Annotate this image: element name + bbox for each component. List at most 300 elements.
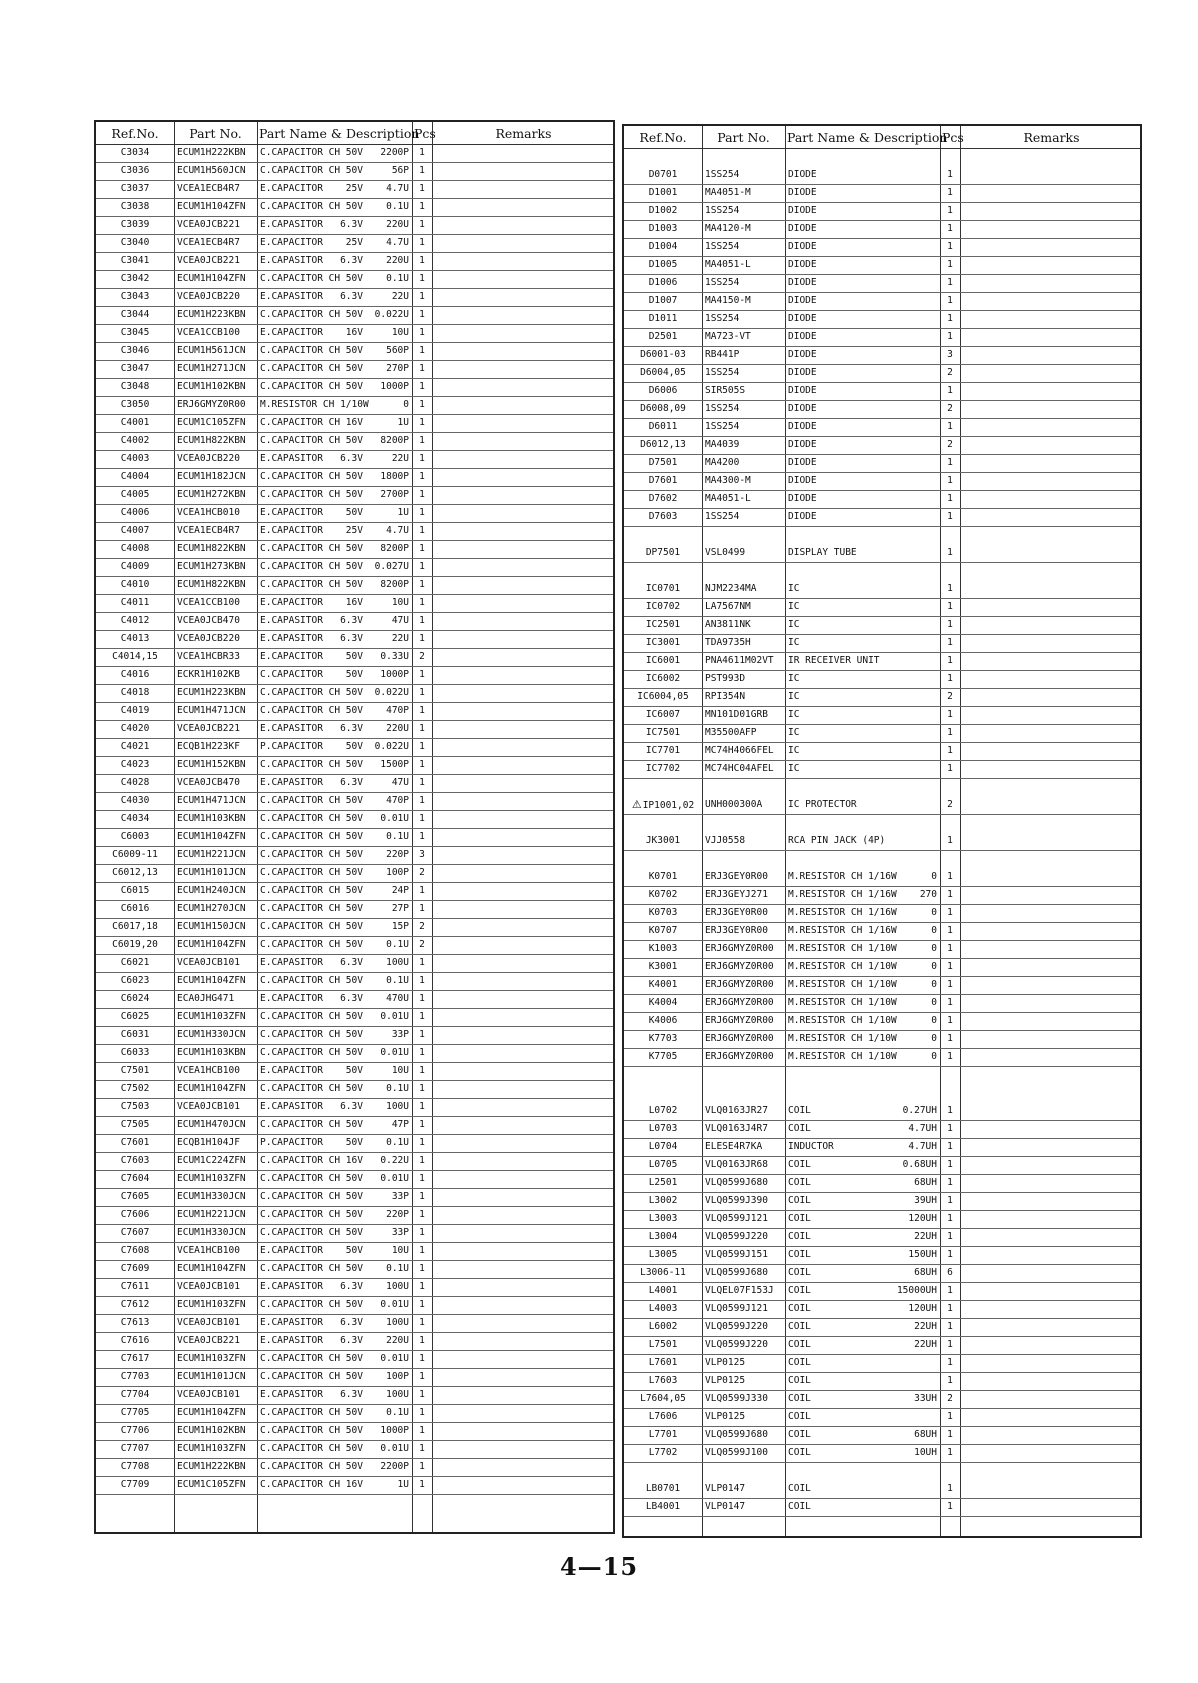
part-value: 1500P — [380, 759, 409, 770]
ref-no: K0703 — [648, 907, 678, 918]
part-value: 24P — [391, 885, 409, 896]
ref-no: C3040 — [120, 237, 150, 248]
pcs-count: 1 — [947, 1447, 953, 1458]
part-description: E.CAPACITOR 50V — [260, 1245, 363, 1256]
part-no: VLQ0599J100 — [705, 1447, 768, 1458]
ref-no: K3001 — [648, 961, 678, 972]
ref-no: C7604 — [120, 1173, 150, 1184]
part-description: IC — [788, 727, 800, 738]
part-no: RPI354N — [705, 691, 746, 702]
table-row — [96, 792, 613, 811]
table-row — [96, 846, 613, 865]
part-value: 22U — [391, 453, 409, 464]
pcs-count: 1 — [947, 475, 953, 486]
table-row — [624, 166, 1140, 185]
pcs-count: 1 — [947, 655, 953, 666]
part-description: C.CAPACITOR CH 50V — [260, 939, 363, 950]
part-no: VCEA1HCB010 — [177, 507, 240, 518]
part-description: C.CAPACITOR CH 50V — [260, 1443, 363, 1454]
part-description: M.RESISTOR CH 1/10W — [260, 399, 369, 410]
ref-no: C7703 — [120, 1371, 150, 1382]
pcs-count: 1 — [419, 543, 425, 554]
table-row — [96, 1008, 613, 1027]
table-row — [96, 774, 613, 793]
pcs-count: 2 — [419, 651, 425, 662]
part-description: IC — [788, 619, 800, 630]
pcs-count: 1 — [947, 1105, 953, 1116]
ref-no: C6031 — [120, 1029, 150, 1040]
table-row — [624, 1282, 1140, 1301]
part-description: M.RESISTOR CH 1/16W — [788, 871, 897, 882]
pcs-count: 1 — [419, 291, 425, 302]
ref-no: C4005 — [120, 489, 150, 500]
part-description: E.CAPASITOR 6.3V — [260, 723, 363, 734]
part-value: 0 — [931, 997, 937, 1008]
part-no: ERJ3GEY0R00 — [705, 907, 768, 918]
part-no: MA4150-M — [705, 295, 751, 306]
part-value: 0.01U — [380, 1353, 409, 1364]
part-description: IC PROTECTOR — [788, 799, 857, 810]
part-description: DIODE — [788, 511, 817, 522]
table-row — [96, 810, 613, 829]
part-description: C.CAPACITOR CH 50V — [260, 579, 363, 590]
header-remarks: Remarks — [1023, 130, 1080, 145]
table-row — [96, 1170, 613, 1189]
ref-no: C7705 — [120, 1407, 150, 1418]
pcs-count: 1 — [419, 1011, 425, 1022]
table-row — [96, 1026, 613, 1045]
part-no: ERJ6GMYZ0R00 — [705, 1033, 774, 1044]
pcs-count: 1 — [419, 147, 425, 158]
part-description: E.CAPASITOR 6.3V — [260, 1389, 363, 1400]
ref-no: L3002 — [648, 1195, 678, 1206]
pcs-count: 1 — [947, 1375, 953, 1386]
part-no: ECUM1H150JCN — [177, 921, 246, 932]
part-no: VCEA1HCB100 — [177, 1065, 240, 1076]
pcs-count: 1 — [947, 241, 953, 252]
pcs-count: 1 — [419, 1317, 425, 1328]
part-no: PST993D — [705, 673, 746, 684]
ref-no: C7501 — [120, 1065, 150, 1076]
part-value: 0.1U — [386, 201, 409, 212]
pcs-count: 1 — [419, 453, 425, 464]
pcs-count: 1 — [419, 1191, 425, 1202]
ref-no: C4011 — [120, 597, 150, 608]
part-value: 0 — [931, 1051, 937, 1062]
table-row — [624, 760, 1140, 779]
table-row — [624, 292, 1140, 311]
part-value: 100U — [386, 1317, 409, 1328]
pcs-count: 1 — [419, 669, 425, 680]
part-description: C.CAPACITOR CH 16V — [260, 1479, 363, 1490]
part-no: 1SS254 — [705, 313, 740, 324]
table-row — [96, 1332, 613, 1351]
part-no: MA4051-L — [705, 259, 751, 270]
ref-no: C6019,20 — [112, 939, 158, 950]
table-row — [624, 1066, 1140, 1084]
header-part: Part No. — [717, 130, 770, 145]
pcs-count: 1 — [947, 331, 953, 342]
part-value: 0 — [931, 1015, 937, 1026]
pcs-count: 1 — [419, 885, 425, 896]
part-no: ECUM1C105ZFN — [177, 1479, 246, 1490]
table-row — [624, 922, 1140, 941]
part-description: COIL — [788, 1321, 811, 1332]
pcs-count: 1 — [947, 745, 953, 756]
pcs-count: 1 — [419, 1173, 425, 1184]
part-no: 1SS254 — [705, 511, 740, 522]
ref-no: K4006 — [648, 1015, 678, 1026]
part-description: COIL — [788, 1357, 811, 1368]
pcs-count: 1 — [419, 525, 425, 536]
part-no: ERJ6GMYZ0R00 — [705, 1015, 774, 1026]
part-value: 100P — [386, 1371, 409, 1382]
part-value: 33P — [391, 1227, 409, 1238]
part-value: 0.1U — [386, 939, 409, 950]
table-row — [96, 1188, 613, 1207]
part-no: VCEA0JCB221 — [177, 723, 240, 734]
ref-no: C6015 — [120, 885, 150, 896]
table-row — [96, 360, 613, 379]
part-no: ECUM1H470JCN — [177, 1119, 246, 1130]
ref-no: K4004 — [648, 997, 678, 1008]
ref-no: C7609 — [120, 1263, 150, 1274]
part-value: 4.7UH — [908, 1123, 937, 1134]
ref-no: C6009-11 — [112, 849, 158, 860]
table-row — [96, 1116, 613, 1135]
part-no: VLQ0599J330 — [705, 1393, 768, 1404]
part-description: IC — [788, 691, 800, 702]
table-row — [96, 576, 613, 595]
part-no: ECUM1H103ZFN — [177, 1173, 246, 1184]
ref-no: L7606 — [648, 1411, 678, 1422]
ref-no: C4023 — [120, 759, 150, 770]
part-description: E.CAPASITOR 6.3V — [260, 1101, 363, 1112]
table-row — [96, 180, 613, 199]
part-no: ECUM1H103ZFN — [177, 1299, 246, 1310]
part-description: C.CAPACITOR CH 50V — [260, 1461, 363, 1472]
ref-no: C4007 — [120, 525, 150, 536]
part-description: M.RESISTOR CH 1/16W — [788, 889, 897, 900]
ref-no: K4001 — [648, 979, 678, 990]
table-row — [96, 756, 613, 775]
table-row — [624, 562, 1140, 580]
pcs-count: 1 — [419, 705, 425, 716]
table-row — [96, 648, 613, 667]
ref-no: L7702 — [648, 1447, 678, 1458]
part-no: MN101D01GRB — [705, 709, 768, 720]
pcs-count: 1 — [947, 1303, 953, 1314]
part-description: COIL — [788, 1123, 811, 1134]
table-row — [96, 1314, 613, 1333]
table-row — [624, 310, 1140, 329]
part-description: COIL — [788, 1411, 811, 1422]
part-value: 10UH — [914, 1447, 937, 1458]
pcs-count: 1 — [947, 169, 953, 180]
header-name: Part Name & Description — [787, 130, 948, 145]
ref-no: C4030 — [120, 795, 150, 806]
table-row — [96, 558, 613, 577]
pcs-count: 1 — [947, 313, 953, 324]
part-no: ECUM1C224ZFN — [177, 1155, 246, 1166]
part-no: ECUM1H102KBN — [177, 1425, 246, 1436]
pcs-count: 2 — [419, 939, 425, 950]
table-row — [96, 198, 613, 217]
part-value: 0.01U — [380, 813, 409, 824]
ref-no: D6006 — [648, 385, 678, 396]
part-no: ECUM1H822KBN — [177, 579, 246, 590]
part-description: DIODE — [788, 331, 817, 342]
part-no: VCEA0JCB221 — [177, 219, 240, 230]
part-description: E.CAPASITOR 6.3V — [260, 1281, 363, 1292]
table-row — [624, 1012, 1140, 1031]
table-row — [624, 274, 1140, 293]
ref-no: C4019 — [120, 705, 150, 716]
part-description: IC — [788, 745, 800, 756]
part-no: ECUM1H102KBN — [177, 381, 246, 392]
pcs-count: 1 — [947, 295, 953, 306]
pcs-count: 1 — [947, 421, 953, 432]
part-value: 4.7U — [386, 183, 409, 194]
part-value: 1U — [397, 1479, 409, 1490]
part-description: DIODE — [788, 223, 817, 234]
part-value: 0.01U — [380, 1443, 409, 1454]
table-row — [624, 1462, 1140, 1480]
ref-no: C6024 — [120, 993, 150, 1004]
part-description: C.CAPACITOR CH 50V — [260, 471, 363, 482]
part-description: M.RESISTOR CH 1/16W — [788, 925, 897, 936]
pcs-count: 1 — [947, 1483, 953, 1494]
table-row — [96, 972, 613, 991]
table-row — [96, 396, 613, 415]
table-row — [624, 436, 1140, 455]
table-header — [96, 122, 613, 145]
pcs-count: 1 — [947, 943, 953, 954]
part-no: ECUM1H270JCN — [177, 903, 246, 914]
part-no: ERJ6GMYZ0R00 — [177, 399, 246, 410]
pcs-count: 1 — [947, 1501, 953, 1512]
table-row — [96, 162, 613, 181]
ref-no: C7611 — [120, 1281, 150, 1292]
part-value: 15P — [391, 921, 409, 932]
table-row — [624, 238, 1140, 257]
part-value: 220P — [386, 1209, 409, 1220]
part-description: COIL — [788, 1303, 811, 1314]
ref-no: C7613 — [120, 1317, 150, 1328]
part-no: ERJ6GMYZ0R00 — [705, 979, 774, 990]
ref-no: C4021 — [120, 741, 150, 752]
part-description: C.CAPACITOR CH 50V — [260, 309, 363, 320]
part-value: 1000P — [380, 1425, 409, 1436]
table-row — [624, 184, 1140, 203]
part-no: ECUM1H104ZFN — [177, 975, 246, 986]
table-row — [96, 1260, 613, 1279]
pcs-count: 1 — [419, 741, 425, 752]
ref-no: C3048 — [120, 381, 150, 392]
part-description: DIODE — [788, 259, 817, 270]
pcs-count: 1 — [947, 871, 953, 882]
part-description: E.CAPASITOR 6.3V — [260, 957, 363, 968]
pcs-count: 1 — [419, 795, 425, 806]
part-description: C.CAPACITOR CH 50V — [260, 543, 363, 554]
ref-no: L4001 — [648, 1285, 678, 1296]
header-ref: Ref.No. — [639, 130, 687, 145]
part-description: E.CAPASITOR 6.3V — [260, 291, 363, 302]
part-value: 100U — [386, 1389, 409, 1400]
pcs-count: 2 — [947, 799, 953, 810]
part-no: VLQ0163JR68 — [705, 1159, 768, 1170]
part-value: 22UH — [914, 1321, 937, 1332]
part-no: ECUM1H104ZFN — [177, 939, 246, 950]
part-description: COIL — [788, 1249, 811, 1260]
part-no: ECUM1H221JCN — [177, 849, 246, 860]
table-row — [96, 864, 613, 883]
ref-no: C7708 — [120, 1461, 150, 1472]
part-description: E.CAPACITOR 50V — [260, 507, 363, 518]
part-value: 4.7UH — [908, 1141, 937, 1152]
ref-no: C7707 — [120, 1443, 150, 1454]
ref-no: C7505 — [120, 1119, 150, 1130]
table-row — [624, 544, 1140, 563]
pcs-count: 1 — [947, 1051, 953, 1062]
part-value: 33UH — [914, 1393, 937, 1404]
pcs-count: 1 — [419, 489, 425, 500]
part-description: C.CAPACITOR CH 50V — [260, 561, 363, 572]
part-description: DIODE — [788, 385, 817, 396]
ref-no: C4014,15 — [112, 651, 158, 662]
table-row — [624, 598, 1140, 617]
ref-no: DP7501 — [645, 547, 681, 558]
part-description: C.CAPACITOR CH 50V — [260, 831, 363, 842]
part-no: PNA4611M02VT — [705, 655, 774, 666]
part-description: E.CAPACITOR 50V — [260, 651, 363, 662]
part-description: IC — [788, 583, 800, 594]
part-no: VLQ0163J4R7 — [705, 1123, 768, 1134]
table-row — [96, 666, 613, 685]
ref-no: D2501 — [648, 331, 678, 342]
pcs-count: 1 — [947, 259, 953, 270]
part-value: 8200P — [380, 579, 409, 590]
pcs-count: 1 — [419, 381, 425, 392]
part-description: DIODE — [788, 493, 817, 504]
pcs-count: 1 — [947, 889, 953, 900]
ref-no — [624, 796, 702, 815]
ref-no: C4008 — [120, 543, 150, 554]
part-value: 0.022U — [374, 687, 409, 698]
table-row — [624, 1390, 1140, 1409]
ref-no: L3005 — [648, 1249, 678, 1260]
part-value: 8200P — [380, 543, 409, 554]
part-description: M.RESISTOR CH 1/10W — [788, 943, 897, 954]
part-value: 470P — [386, 705, 409, 716]
table-row — [96, 1242, 613, 1261]
part-no: ECUM1H561JCN — [177, 345, 246, 356]
ref-no-text: IP1001,02 — [642, 800, 695, 811]
ref-no: L7603 — [648, 1375, 678, 1386]
part-description: COIL — [788, 1375, 811, 1386]
part-description: IC — [788, 637, 800, 648]
part-value: 27P — [391, 903, 409, 914]
table-row — [624, 490, 1140, 509]
part-description: COIL — [788, 1501, 811, 1512]
table-row — [96, 882, 613, 901]
part-description: E.CAPACITOR 25V — [260, 237, 363, 248]
part-no: M35500AFP — [705, 727, 757, 738]
part-value: 150UH — [908, 1249, 937, 1260]
ref-no: C6003 — [120, 831, 150, 842]
part-no: ECUM1H104ZFN — [177, 831, 246, 842]
pcs-count: 1 — [419, 1335, 425, 1346]
ref-no: C7612 — [120, 1299, 150, 1310]
part-description: C.CAPACITOR CH 50V — [260, 273, 363, 284]
part-value: 0.1U — [386, 1407, 409, 1418]
part-description: DIODE — [788, 187, 817, 198]
table-row — [96, 1368, 613, 1387]
part-description: COIL — [788, 1483, 811, 1494]
table-row — [624, 1246, 1140, 1265]
part-value: 0 — [931, 925, 937, 936]
part-value: 1U — [397, 417, 409, 428]
part-description: C.CAPACITOR CH 50V — [260, 201, 363, 212]
ref-no: C4020 — [120, 723, 150, 734]
part-value: 0.022U — [374, 309, 409, 320]
ref-no: C7603 — [120, 1155, 150, 1166]
pcs-count: 1 — [419, 777, 425, 788]
part-description: DIODE — [788, 277, 817, 288]
part-no: ECUM1H240JCN — [177, 885, 246, 896]
part-description: C.CAPACITOR CH 50V — [260, 1119, 363, 1130]
ref-no: C3043 — [120, 291, 150, 302]
table-row — [624, 1102, 1140, 1121]
part-description: DIODE — [788, 241, 817, 252]
table-row — [624, 1480, 1140, 1499]
table-row — [624, 1354, 1140, 1373]
part-description: E.CAPACITOR 6.3V — [260, 993, 363, 1004]
ref-no: K0701 — [648, 871, 678, 882]
part-no: ELESE4R7KA — [705, 1141, 763, 1152]
part-no: ECUM1H560JCN — [177, 165, 246, 176]
part-value: 2200P — [380, 147, 409, 158]
part-value: 0.1U — [386, 1137, 409, 1148]
table-row — [624, 418, 1140, 437]
pcs-count: 1 — [419, 273, 425, 284]
ref-no: C7503 — [120, 1101, 150, 1112]
pcs-count: 1 — [947, 1357, 953, 1368]
ref-no: C7616 — [120, 1335, 150, 1346]
ref-no: D1004 — [648, 241, 678, 252]
ref-no: C7706 — [120, 1425, 150, 1436]
part-no: VSL0499 — [705, 547, 746, 558]
part-no: VLP0125 — [705, 1375, 746, 1386]
part-no: VLQ0599J121 — [705, 1303, 768, 1314]
table-row — [624, 1156, 1140, 1175]
part-description: M.RESISTOR CH 1/10W — [788, 997, 897, 1008]
ref-no: IC2501 — [645, 619, 681, 630]
part-no: ECUM1H222KBN — [177, 147, 246, 158]
part-description: DIODE — [788, 169, 817, 180]
part-no: ERJ3GEY0R00 — [705, 925, 768, 936]
part-description: E.CAPASITOR 6.3V — [260, 1317, 363, 1328]
part-no: ECKR1H102KB — [177, 669, 240, 680]
part-no: ECUM1C105ZFN — [177, 417, 246, 428]
pcs-count: 1 — [947, 511, 953, 522]
part-value: 0.01U — [380, 1173, 409, 1184]
table-row — [624, 1210, 1140, 1229]
table-row — [96, 1152, 613, 1171]
part-no: VCEA1CCB100 — [177, 597, 240, 608]
pcs-count: 2 — [947, 1393, 953, 1404]
part-value: 8200P — [380, 435, 409, 446]
